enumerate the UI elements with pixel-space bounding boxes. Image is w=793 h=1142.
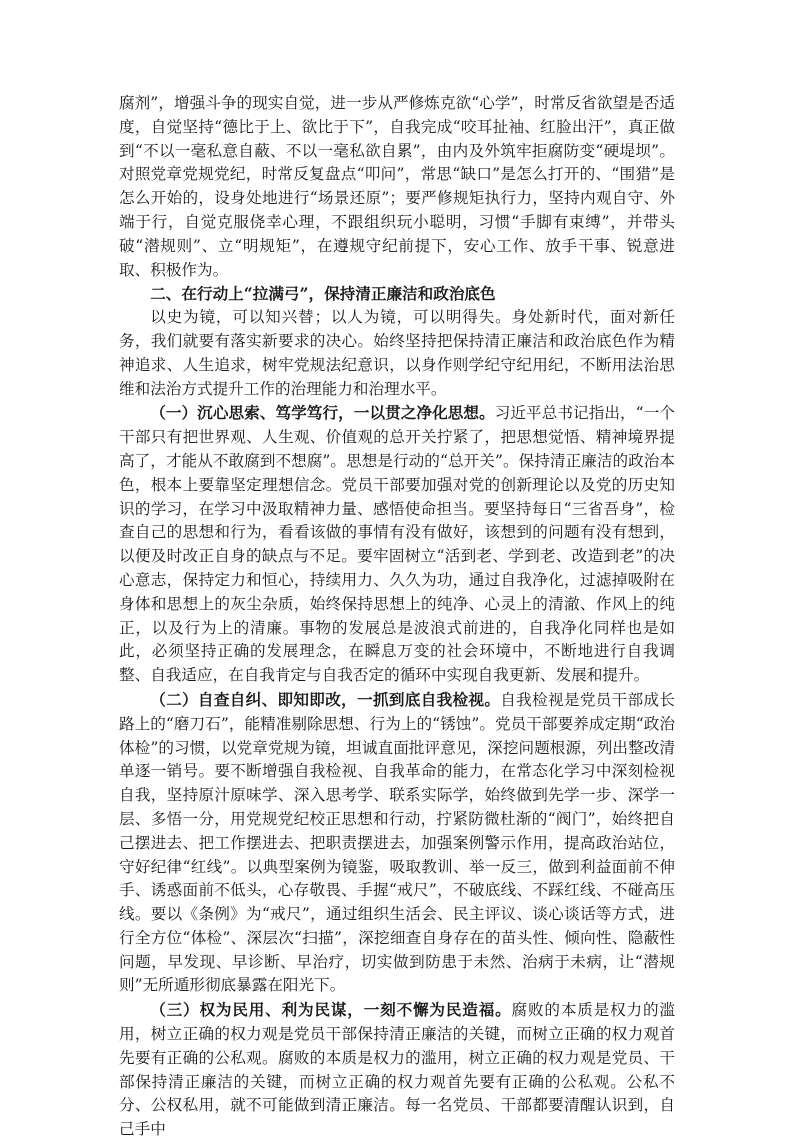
item-heading-1: （一）沉心思索、笃学笃行，一以贯之净化思想。 [150,403,495,423]
section-heading: 二、在行动上“拉满弓”，保持清正廉洁和政治底色 [150,284,496,304]
paragraph-continuation: 腐剂”，增强斗争的现实自觉，进一步从严修炼克欲“心学”，时常反省欲望是否适度，自觉坚持“德比于上、欲比于下”，自我完成“咬耳扯袖、红脸出汗”，真正做到“不以一毫私意自蔽、不以一毫私欲自累”，由内及外筑牢拒腐防变“硬堤坝”。对照党章党规党纪，时常反复盘点“叩问”，常思“缺口”是怎么打开的、“围猎”是怎么开始的，设身处地进行“场景还原”；要严修规矩执行力，坚持内观自守、外端于行，自觉克服侥幸心理，不跟组织玩小聪明，习惯“手脚有束缚”，并带头破“潜规则”、立“明规矩”，在遵规守纪前提下，安心工作、放手干事、锐意进取、积极作为。 [119,94,675,279]
document-page [119,92,675,1142]
item-paragraph-2 [119,688,675,998]
item-body-3: 腐败的本质是权力的滥用，树立正确的权力观是党员干部保持清正廉洁的关键，而树立正确的权力观首先要有正确的公私观。腐败的本质是权力的滥用，树立正确的权力观是党员、干部保持清正廉洁的关键，而树立正确的权力观首先要有正确的公私观。公私不分、公权私用，就不可能做到清正廉洁。每一名党员、干部都要清醒认识到，自己手中 [119,1001,675,1139]
item-body-1: 习近平总书记指出，“一个干部只有把世界观、人生观、价值观的总开关拧紧了，把思想觉悟、精神境界提高了，才能从不敢腐到不想腐”。思想是行动的“总开关”。保持清正廉洁的政治本色，根本上要靠坚定理想信念。党员干部要加强对党的创新理论以及党的历史知识的学习，在学习中汲取精神力量、感悟使命担当。要坚持每日“三省吾身”，检查自己的思想和行为，看看该做的事情有没有做好，该想到的问题有没有想到，以便及时改正自身的缺点与不足。要牢固树立“活到老、学到老、改造到老”的决心意志，保持定力和恒心，持续用力、久久为功，通过自我净化，过滤掉吸附在身体和思想上的灰尘杂质，始终保持思想上的纯净、心灵上的清澈、作风上的纯正，以及行为上的清廉。事物的发展总是波浪式前进的，自我净化同样也是如此，必须坚持正确的发展理念，在瞬息万变的社会环境中，不断地进行自我调整、自我适应，在自我肯定与自我否定的循环中实现自我更新、发展和提升。 [119,404,675,685]
item-heading-3: （三）权为民用、利为民谋，一刻不懈为民造福。 [150,1000,512,1020]
item-body-2: 自我检视是党员干部成长路上的“磨刀石”，能精准剔除思想、行为上的“锈蚀”。党员干部要养成定期“政治体检”的习惯，以党章党规为镜，坦诚直面批评意见，深挖问题根源，列出整改清单逐一销号。要不断增强自我检视、自我革命的能力，在常态化学习中深刻检视自我，坚持原汁原味学、深入思考学、联系实际学，始终做到先学一步、深学一层、多悟一分，用党规党纪校正思想和行动，拧紧防微杜渐的“阀门”，始终把自己摆进去、把工作摆进去、把职责摆进去，加强案例警示作用，提高政治站位，守好纪律“红线”。以典型案例为镜鉴，吸取教训、举一反三，做到利益面前不伸手、诱惑面前不低头，心存敬畏、手握“戒尺”，不破底线、不踩红线、不碰高压线。要以《条例》为“戒尺”，通过组织生活会、民主评议、谈心谈话等方式，进行全方位“体检”、深层次“扫描”，深挖细查自身存在的苗头性、倾向性、隐蔽性问题，早发现、早诊断、早治疗，切实做到防患于未然、治病于未病，让“潜规则”无所遁形彻底暴露在阳光下。 [119,690,675,995]
item-paragraph-1 [119,401,675,688]
section-intro-paragraph: 以史为镜，可以知兴替；以人为镜，可以明得失。身处新时代，面对新任务，我们就要有落实新要求的决心。始终坚持把保持清正廉洁和政治底色作为精神追求、人生追求，树牢党规法纪意识，以身作则学纪守纪用纪，不断用法治思维和法治方式提升工作的治理能力和治理水平。 [119,308,675,398]
item-paragraph-3 [119,998,675,1142]
item-heading-2: （二）自查自纠、即知即改，一抓到底自我检视。 [150,689,501,709]
